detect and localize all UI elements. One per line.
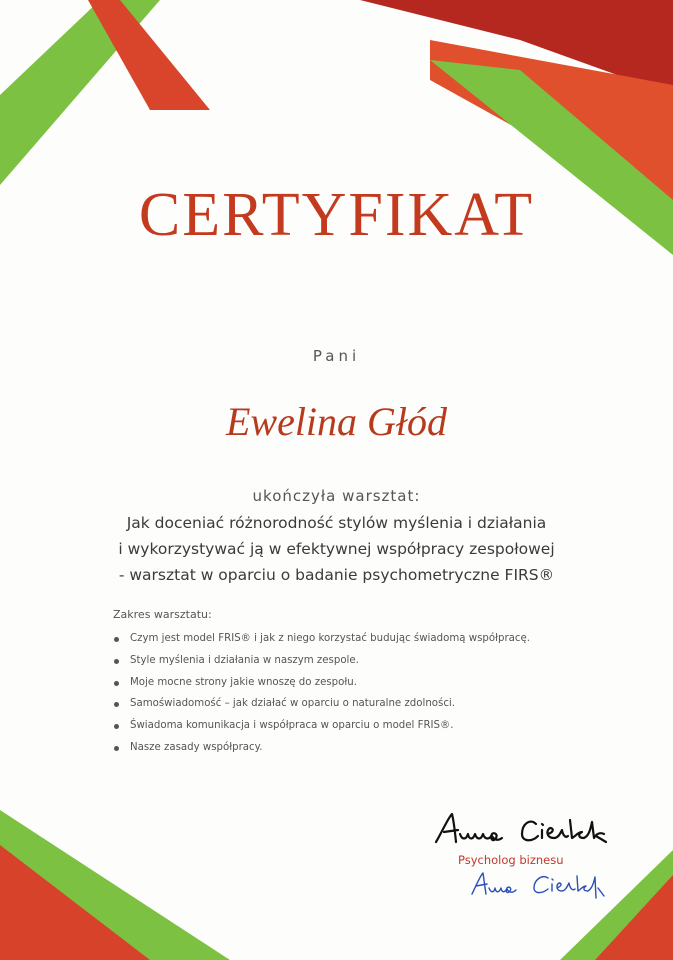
scope-item: Świadoma komunikacja i współpraca w oparciu o model FRIS®. xyxy=(113,715,530,737)
salutation: Pani xyxy=(312,347,361,365)
completed-label: ukończyła warsztat: xyxy=(252,487,421,505)
workshop-title-line: i wykorzystywać ją w efektywnej współpracy zespołowej xyxy=(118,540,555,558)
handwritten-signature xyxy=(468,868,608,902)
signature-role: Psycholog biznesu xyxy=(458,853,564,867)
scope-item: Style myślenia i działania w naszym zespole. xyxy=(113,650,530,672)
workshop-title-line: - warsztat w oparciu o badanie psychometryczne FIRS® xyxy=(118,566,555,584)
scope-item: Czym jest model FRIS® i jak z niego korzystać budując świadomą współpracę. xyxy=(113,628,530,650)
scope-list xyxy=(113,628,530,759)
scope-item: Samoświadomość – jak działać w oparciu o naturalne zdolności. xyxy=(113,693,530,715)
workshop-title-line: Jak doceniać różnorodność stylów myślenia i działania xyxy=(126,514,547,532)
printed-signature xyxy=(432,808,622,852)
scope-item: Nasze zasady współpracy. xyxy=(113,737,530,759)
recipient-name: Ewelina Głód xyxy=(225,399,448,444)
certificate-title: CERTYFIKAT xyxy=(138,181,535,249)
scope-heading: Zakres warsztatu: xyxy=(113,608,212,621)
scope-item: Moje mocne strony jakie wnoszę do zespołu. xyxy=(113,672,530,694)
workshop-title xyxy=(40,510,633,588)
